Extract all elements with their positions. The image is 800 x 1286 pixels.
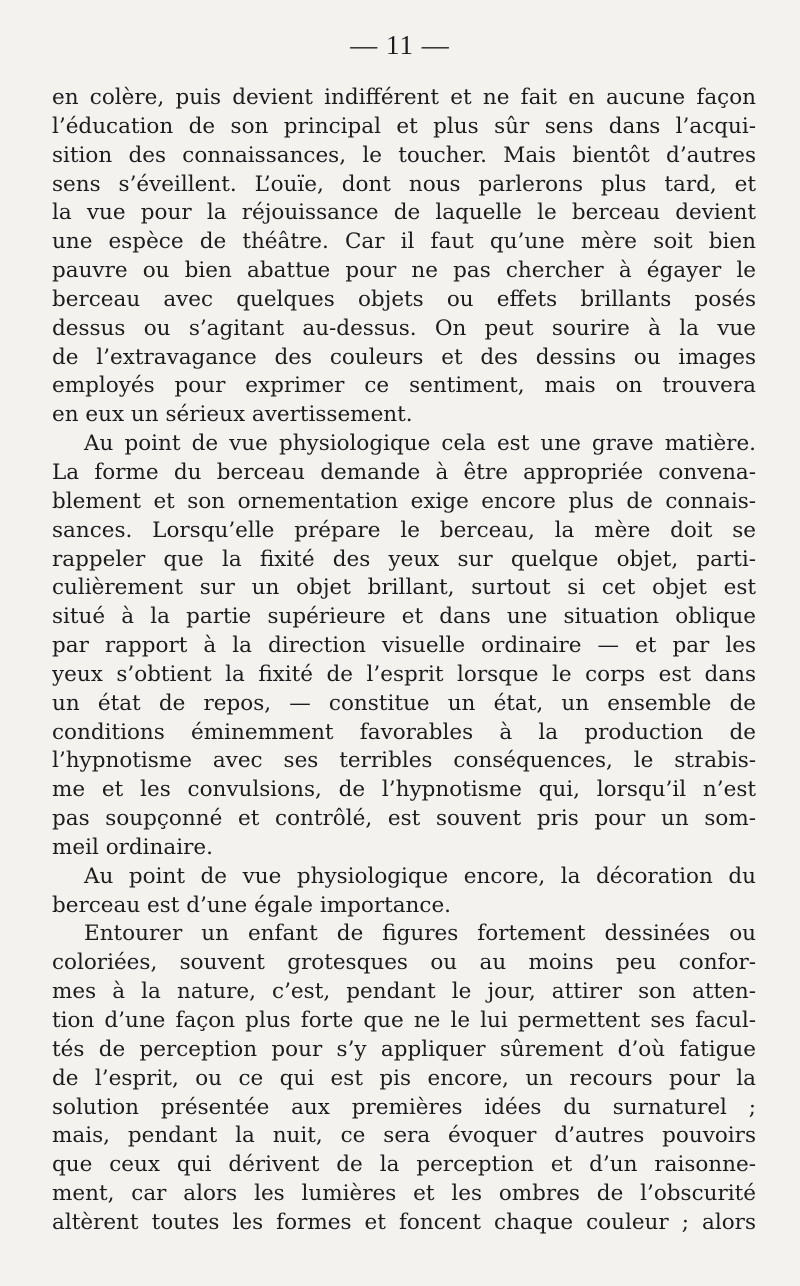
text-line: mes à la nature, c’est, pendant le jour, attirer son atten- — [52, 979, 756, 1005]
text-line: un état de repos, — constitue un état, un ensemble de — [52, 690, 756, 716]
text-line: par rapport à la direction visuelle ordinaire — et par les — [52, 633, 756, 659]
text-line: me et les convulsions, de l’hypnotisme qui, lorsqu’il n’est — [52, 777, 756, 803]
text-line: mais, pendant la nuit, ce sera évoquer d’autres pouvoirs — [52, 1123, 756, 1149]
text-line: en eux un sérieux avertissement. — [52, 402, 413, 428]
text-line: l’éducation de son principal et plus sûr sens dans l’acqui- — [52, 113, 756, 139]
text-line: yeux s’obtient la fixité de l’esprit lorsque le corps est dans — [52, 661, 756, 687]
text-line: Au point de vue physiologique encore, la décoration du — [84, 863, 756, 889]
text-line: de l’esprit, ou ce qui est pis encore, un recours pour la — [52, 1065, 756, 1091]
text-line: la vue pour la réjouissance de laquelle le berceau devient — [52, 200, 756, 226]
text-line: culièrement sur un objet brillant, surtout si cet objet est — [52, 575, 756, 601]
text-line: coloriées, souvent grotesques ou au moins peu confor- — [52, 950, 756, 976]
text-line: conditions éminemment favorables à la production de — [52, 719, 756, 745]
text-line: une espèce de théâtre. Car il faut qu’une mère soit bien — [52, 229, 756, 255]
body-text — [52, 84, 756, 1238]
text-line: dessus ou s’agitant au-dessus. On peut sourire à la vue — [52, 315, 756, 341]
text-line: en colère, puis devient indifférent et ne fait en aucune façon — [52, 85, 756, 110]
text-line: sances. Lorsqu’elle prépare le berceau, la mère doit se — [52, 517, 756, 543]
text-line: de l’extravagance des couleurs et des dessins ou images — [52, 344, 756, 370]
text-line: sition des connaissances, le toucher. Mais bientôt d’autres — [52, 142, 756, 168]
text-line: Entourer un enfant de figures fortement dessinées ou — [84, 921, 756, 947]
text-line: La forme du berceau demande à être appropriée convena- — [52, 459, 756, 485]
text-line: meil ordinaire. — [52, 834, 213, 860]
text-line: pauvre ou bien abattue pour ne pas chercher à égayer le — [52, 258, 756, 284]
text-line: pas soupçonné et contrôlé, est souvent pris pour un som- — [52, 806, 756, 832]
text-line: ment, car alors les lumières et les ombres de l’obscurité — [52, 1181, 756, 1207]
text-line: berceau est d’une égale importance. — [52, 892, 451, 918]
text-line: tion d’une façon plus forte que ne le lui permettent ses facul- — [52, 1008, 756, 1033]
text-line: blement et son ornementation exige encore plus de connais- — [52, 488, 756, 514]
text-line: tés de perception pour s’y appliquer sûrement d’où fatigue — [52, 1036, 756, 1062]
text-line: l’hypnotisme avec ses terribles conséquences, le strabis- — [52, 748, 756, 774]
text-line: berceau avec quelques objets ou effets brillants posés — [52, 286, 756, 312]
text-line: Au point de vue physiologique cela est une grave matière. — [84, 431, 756, 457]
text-line: sens s’éveillent. L’ouïe, dont nous parlerons plus tard, et — [52, 171, 756, 197]
text-line: solution présentée aux premières idées du surnaturel ; — [52, 1094, 756, 1120]
page-number: — 11 — — [350, 30, 450, 60]
text-line: altèrent toutes les formes et foncent chaque couleur ; alors — [52, 1209, 756, 1235]
text-line: que ceux qui dérivent de la perception et d’un raisonne- — [52, 1152, 756, 1178]
text-line: situé à la partie supérieure et dans une situation oblique — [52, 604, 756, 630]
text-line: employés pour exprimer ce sentiment, mais on trouvera — [52, 373, 756, 399]
text-line: rappeler que la fixité des yeux sur quelque objet, parti- — [52, 546, 756, 572]
